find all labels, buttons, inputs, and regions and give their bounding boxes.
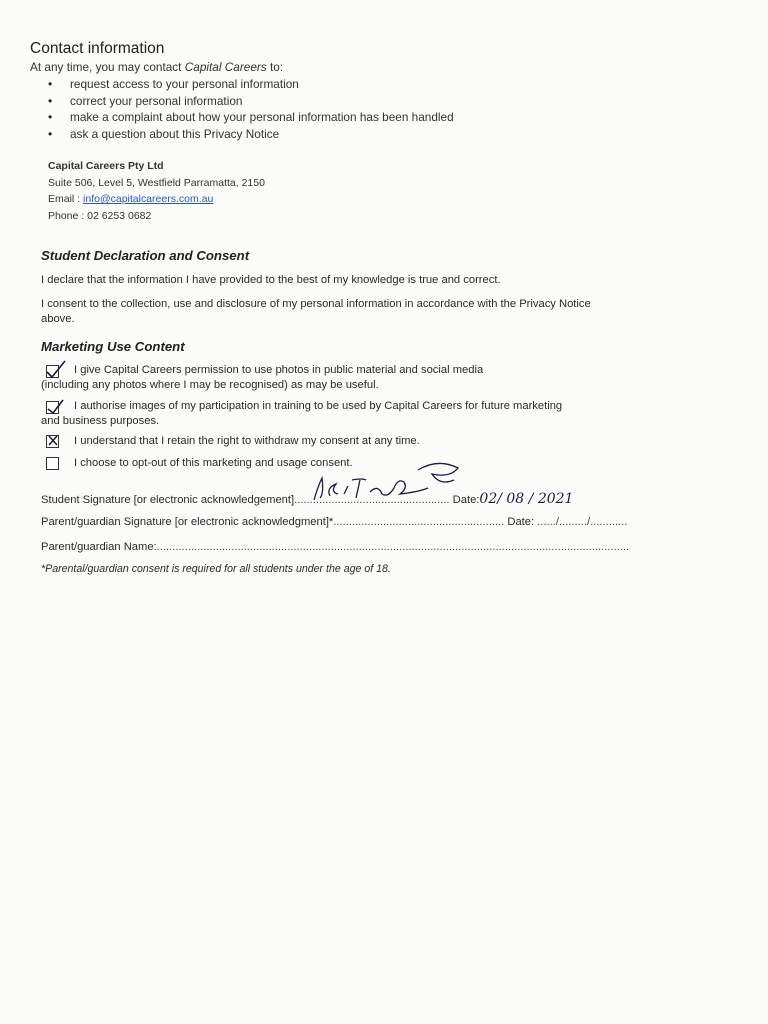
cross-mark-icon	[45, 430, 65, 450]
declaration-paragraph-2-line-2: above.	[41, 312, 75, 325]
checkbox-images[interactable]	[46, 401, 59, 414]
handwritten-signature	[308, 458, 468, 508]
parent-name-line	[41, 541, 629, 553]
declaration-paragraph-1: I declare that the information I have provided to the best of my knowledge is true and correct.	[41, 274, 501, 286]
contact-title: Contact information	[30, 40, 165, 57]
company-phone: Phone : 02 6253 0682	[48, 209, 152, 222]
checkbox-withdraw[interactable]	[46, 435, 59, 448]
contact-bullet-list	[48, 76, 454, 142]
declaration-paragraph-2-line-1: I consent to the collection, use and disclosure of my personal information in accordance with the Privacy Notice	[41, 298, 591, 310]
email-link[interactable]: info@capitalcareers.com.au	[83, 193, 214, 205]
company-email-line	[48, 191, 265, 208]
email-label: Email :	[48, 193, 84, 205]
student-date-value: 02/ 08 / 2021	[479, 491, 574, 507]
contact-intro	[30, 60, 283, 74]
consent-photos-line-1: I give Capital Careers permission to use photos in public material and social media	[74, 364, 484, 376]
student-signature-dots: ..................................................	[294, 494, 450, 506]
contact-intro-company: Capital Careers	[184, 60, 267, 74]
marketing-consent-images[interactable]	[41, 399, 641, 429]
company-address: Suite 506, Level 5, Westfield Parramatta, 2150	[48, 176, 265, 189]
opt-out-text: I choose to opt-out of this marketing and usage consent.	[74, 457, 353, 469]
student-date-label: Date:	[452, 494, 480, 506]
declaration-paragraph-2	[41, 297, 641, 326]
marketing-consent-withdraw[interactable]	[41, 434, 641, 450]
parent-date-blank: ....../........./............	[537, 516, 628, 528]
parent-name-dots: ........................................................................................................................................................	[156, 541, 630, 553]
list-item: • correct your personal information	[48, 93, 454, 110]
list-item: • make a complaint about how your personal information has been handled	[48, 109, 454, 126]
contact-intro-prefix: At any time, you may contact	[30, 60, 185, 74]
parent-date-label: Date:	[507, 516, 535, 528]
consent-images-line-1: I authorise images of my participation in training to be used by Capital Careers for future marketing	[74, 400, 563, 412]
list-item: • ask a question about this Privacy Notice	[48, 126, 454, 143]
contact-intro-suffix: to:	[266, 60, 284, 74]
company-name: Capital Careers Pty Ltd	[48, 160, 164, 172]
checkbox-opt-out[interactable]	[46, 457, 59, 470]
parent-name-label: Parent/guardian Name:	[41, 541, 157, 553]
company-details	[48, 158, 265, 224]
marketing-consent-photos[interactable]	[41, 363, 641, 393]
declaration-heading: Student Declaration and Consent	[41, 248, 250, 263]
checkbox-photos[interactable]	[46, 365, 59, 378]
consent-photos-line-2: (including any photos where I may be recognised) as may be useful.	[41, 379, 379, 391]
tick-mark-icon	[45, 360, 67, 380]
parent-signature-label: Parent/guardian Signature [or electronic acknowledgment]*	[41, 516, 334, 528]
consent-withdraw-text: I understand that I retain the right to withdraw my consent at any time.	[74, 435, 420, 447]
list-item: • request access to your personal information	[48, 76, 454, 93]
marketing-heading: Marketing Use Content	[41, 339, 185, 354]
parent-signature-dots: .......................................................	[333, 516, 505, 528]
parental-consent-footnote: *Parental/guardian consent is required for all students under the age of 18.	[41, 563, 391, 575]
tick-mark-icon	[45, 396, 67, 416]
parent-signature-line	[41, 516, 627, 528]
student-signature-label: Student Signature [or electronic acknowledgement]	[41, 494, 295, 506]
consent-images-line-2: and business purposes.	[41, 415, 160, 427]
